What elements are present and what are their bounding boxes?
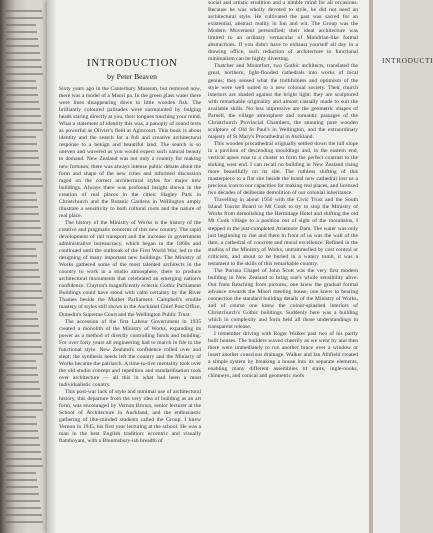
left-page-text-line	[6, 157, 39, 159]
left-page-text-line	[6, 45, 39, 47]
left-page-text-line	[6, 59, 41, 61]
left-page-text-line	[6, 143, 37, 145]
left-page-text-line	[6, 381, 39, 383]
left-page-text-line	[6, 521, 43, 523]
left-page-text-line	[6, 227, 41, 229]
left-page-text-line	[6, 507, 41, 509]
left-page-text-line	[6, 220, 40, 222]
left-page-text-line	[6, 199, 37, 201]
left-page-text-line	[6, 234, 42, 236]
left-page-text-line	[6, 304, 36, 306]
paragraph: Travelling in about 1950 with the Civic Trust and the South Island Tourist Board to Mt Cook to try to stop the Ministry of Works from demolishing the Hermitage Hotel and shifting the old Mt Cook village to a position out of sight of the mountains, I stepped in the just-completed Aviemore Dam. The water was only just beginning to rise and there in front of us was the wall of the dam, a cathedral of concrete and moral excellence. Refined in the studios of the Ministry of Works, untrammelled by cost control or criticism, and about to be buried in a watery tomb, it was a testament to the skills of this remarkable country.	[208, 197, 358, 267]
left-page-text-line	[6, 115, 41, 117]
left-page-text-line	[6, 479, 37, 481]
left-page-text-line	[6, 367, 37, 369]
left-page-text-line	[6, 150, 38, 152]
paragraph: The accession of the first Labour Government in 1935 created a monolith of the Ministry of Works, expanding its power as a method of directly controlling funds and building. For over forty years all engineering had to march in file to the functional style. New Zealand's confidence rolled over and slept; the synthesis needs left the country and the Ministry of Works became the patriarch. A time-to-live mentality took over the old studio concept and repetition and standardisation took over architecture — all this in what had been a most individualistic country.	[59, 318, 201, 388]
left-page-text-line	[6, 171, 41, 173]
chapter-title: INTRODUCTION	[87, 58, 178, 69]
left-page-text-line	[6, 388, 40, 390]
left-page-text-line	[6, 241, 43, 243]
author-byline: by Peter Beaven	[107, 72, 157, 81]
left-page-text-line	[6, 339, 41, 341]
left-page-text-line	[6, 360, 36, 362]
left-page-text-line	[6, 248, 36, 250]
left-page-text-line	[6, 458, 42, 460]
paragraph: Thatcher and Mountfort, two Gothic architects, translated the great, northern, light-flooded cathedrals into works of local genius; they sensed what the truthfulness and optimism of the style were well suited to a new colonial society. Their church interiors are shaded against the bright light; they are sculptured with remarkable originality and almost casually made to suit the available skills. No less impressive are the geometric shapes of Parnell, the village atmosphere and romantic passages of the Christchurch Provincial Chambers, the stunning pure wooden sculpture of Old St Paul's in Wellington, and the extraordinary majesty of St Mary's Procathedral in Auckland.	[208, 63, 358, 140]
left-page-text-line	[6, 38, 38, 40]
left-page-text-line	[6, 283, 41, 285]
left-page-text-line	[6, 262, 38, 264]
left-page-text-line	[6, 108, 40, 110]
book-page	[47, 0, 369, 533]
left-page-text-line	[6, 500, 40, 502]
left-page-text-line	[6, 213, 39, 215]
left-page-text-line	[6, 430, 38, 432]
left-page-text-line	[6, 129, 43, 131]
left-page-text-line	[6, 10, 42, 12]
paragraph: social and artistic erudition and a nimble mind for all occasions. Because he was wholly devoted to style, he did not need an architectural style. He cultivated the past was sacred for an existential, abstract reality in Ion and wit. The Group was the Modern Movement personified; their ideal architecture was limited to an ordinary vernacular of Mondrian-like formal abstractions. If you didn't have to exhaust yourself all day in a drawing office, such reduction of architecture to functional minimalism can be highly diverting.	[208, 0, 358, 63]
left-page-text-line	[6, 66, 42, 68]
left-page-text-line	[6, 185, 43, 187]
left-page-text-line	[6, 486, 38, 488]
left-page-text-line	[6, 101, 39, 103]
left-page-text-line	[6, 87, 37, 89]
left-page-text-line	[6, 192, 36, 194]
left-page-text-line	[6, 318, 38, 320]
left-page-text-line	[6, 325, 39, 327]
left-page-text-line	[6, 395, 41, 397]
left-page-text-line	[6, 255, 37, 257]
left-page-text-line	[6, 465, 43, 467]
left-page-text-line	[6, 164, 40, 166]
left-page-text-line	[6, 353, 43, 355]
left-page-text-line	[6, 122, 42, 124]
text-column-left	[59, 86, 201, 445]
left-page-text-line	[6, 416, 36, 418]
left-page-text-line	[6, 402, 42, 404]
paragraph: This post-war lack of style and minimal use of architectural history, this departure from the very idea of building as an art form, was encouraged by Vernon Brown, senior lecturer at the School of Architecture in Auckland, and the enthusiastic gathering of like-minded students called the Group. I knew Vernon in 1945, his first year lecturing at the school. He was a man in the best English tradition: eccentric and visually flamboyant, with a Bloomsbury-ish breadth of	[59, 389, 201, 445]
left-page-text-line	[6, 346, 42, 348]
left-page-text-line	[6, 276, 40, 278]
paragraph: I remember driving with Roger Walker past two of his partly built houses. The builders waved cheerily as we went by and then there were immediately to run another brace over a window or insert another conscious drainage. Walker and Ian Athfield created a simple system by breaking a house into its separate elements, enabling many different assemblies of stairs, ingle-nooks, chimneys, and conical and geometric roofs	[208, 331, 358, 380]
left-page-text-line	[6, 514, 42, 516]
left-page-text-line	[6, 311, 37, 313]
left-page-text-line	[6, 437, 39, 439]
left-page-text-line	[6, 451, 41, 453]
paragraph: This wooden procathedral originally settled down the hill slope in a pavilion of descending mouldings and, in the eastern end, vertical apses rose to a cluster to form the perfect contrast to the sinking west end. I can recall no building in New Zealand rising more beautifully on its site. The ruthless shifting of this masterpiece to a flat site beside the brand new cathedral lost us a precious icon to our capacities for making real places, and licensed two decades of deliberate demolition of our colonial inheritance.	[208, 140, 358, 197]
left-page-text-line	[6, 94, 38, 96]
left-page-text-line	[6, 332, 40, 334]
text-column-right	[208, 0, 358, 381]
facing-page-title: INTRODUCTI	[382, 56, 433, 65]
paragraph: The Puruna Chapel of John Scott was the very first modern building in New Zealand to bring one's whole sensibility alive. Out from Reaching from pictures, one knew the gradual formal advance towards the Maori meeting house, one knew to bearing connection the standard building details of the Ministry of Works, and of course one knew the colour-splashed interiors of Christchurch's Gothic buildings. Suddenly here was a building which in complexity and form held all those understandings in transparent release.	[208, 267, 358, 331]
left-page-text-line	[6, 52, 40, 54]
left-page-text-line	[6, 206, 38, 208]
left-page-text-line	[6, 374, 38, 376]
left-page-text-line	[6, 178, 42, 180]
left-page-text-line	[6, 493, 39, 495]
left-page-text-line	[6, 290, 42, 292]
left-page-text-line	[6, 472, 36, 474]
left-page-text-line	[6, 73, 43, 75]
left-page-text-line	[6, 31, 37, 33]
facing-page-edge	[373, 0, 433, 533]
left-page-text-line	[6, 80, 36, 82]
left-page-text-line	[6, 17, 43, 19]
left-page-text-line	[6, 423, 37, 425]
page-fold-shadow	[47, 0, 57, 533]
left-page-text-line	[6, 409, 43, 411]
left-page-text-line	[6, 269, 39, 271]
left-page-text-line	[6, 297, 43, 299]
left-page-edge	[0, 0, 44, 533]
left-page-text-line	[6, 444, 40, 446]
paragraph: Sixty years ago in the Canterbury Museum, but removed now, there was a model of a Maori pa. In the green glass water there were lines disappearing down to little wooden fish. The brilliantly coloured palisades were surmounted by bulging heads staring directly at you, their tongues touching your mind. What a statement of identity this was, a panoply of sound texts as powerful as Olivier's field at Agincourt. This book is about identity and the search for a full and creative architectural response to a benign and beautiful land. The search is so uneven and wavered as you would expect such natural beauty to demand. New Zealand was not only a country for making new fortunes; there was always intense public debate about the form and shape of the new cities and informed discussion raged on the correct architectural styles for major new buildings. Always there was profound insight shown in the creation of real places in the cities: Hagley Park in Christchurch and the Botanic Gardens in Wellington amply illustrate a sensitivity to both cultural roots and the nature of real place.	[59, 86, 201, 219]
left-page-text-line	[6, 136, 36, 138]
paragraph: The history of the Ministry of Works is the history of the creative and pragmatic concerns of this new country. The rapid development of rail transport and the increase in government administrative bureaucracy, which began in the 1860s and continued until the outbreak of the First World War, led to the designing of many important new buildings. The Ministry of Works gathered some of the most talented architects in the country to work in a studio atmosphere, there to produce architectural monuments that celebrated an emerging nation's confidence. Clayton's magnificently eclectic Gothic Parliament Buildings could have stood with calm certainty by the River Thames beside the Mother Parliament. Campbell's erudite mastery of styles still shows in the Auckland Chief Post Office, Dunedin's Supreme Court and the Wellington Public Trust.	[59, 219, 201, 318]
left-page-text-line	[6, 24, 36, 26]
